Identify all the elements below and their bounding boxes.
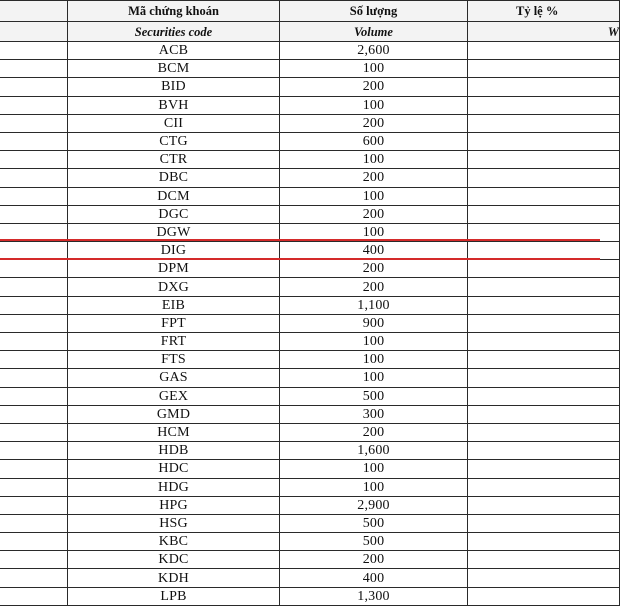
volume-cell: 200: [280, 260, 468, 278]
table-row: [0, 114, 620, 132]
table-row: [0, 533, 620, 551]
securities-code-cell: DGW: [68, 223, 280, 241]
ratio-cell: [468, 223, 620, 241]
table-row: [0, 278, 620, 296]
securities-code-cell: KDC: [68, 551, 280, 569]
volume-cell: 100: [280, 96, 468, 114]
ratio-cell: [468, 369, 620, 387]
securities-code-cell: BID: [68, 78, 280, 96]
row-blank-cell: [0, 460, 68, 478]
securities-code-cell: FRT: [68, 333, 280, 351]
ratio-cell: [468, 169, 620, 187]
table-header: [0, 1, 620, 42]
volume-cell: 400: [280, 569, 468, 587]
row-blank-cell: [0, 369, 68, 387]
securities-code-cell: DGC: [68, 205, 280, 223]
row-blank-cell: [0, 60, 68, 78]
volume-cell: 100: [280, 460, 468, 478]
header-blank-cell: [0, 1, 68, 22]
row-blank-cell: [0, 333, 68, 351]
securities-code-cell: KDH: [68, 569, 280, 587]
volume-cell: 200: [280, 551, 468, 569]
volume-cell: 1,300: [280, 587, 468, 605]
table-row: [0, 187, 620, 205]
securities-code-cell: HPG: [68, 496, 280, 514]
table-row: [0, 314, 620, 332]
ratio-cell: [468, 96, 620, 114]
ratio-cell: [468, 587, 620, 605]
header-blank-cell: [0, 22, 68, 42]
table-row: [0, 351, 620, 369]
table-row: [0, 96, 620, 114]
ratio-cell: [468, 351, 620, 369]
ratio-cell: [468, 387, 620, 405]
ratio-cell: [468, 496, 620, 514]
table-body: [0, 42, 620, 606]
row-blank-cell: [0, 551, 68, 569]
row-blank-cell: [0, 478, 68, 496]
ratio-cell: [468, 132, 620, 150]
table-row: [0, 223, 620, 241]
row-blank-cell: [0, 278, 68, 296]
volume-cell: 100: [280, 333, 468, 351]
securities-code-cell: EIB: [68, 296, 280, 314]
securities-code-cell: HSG: [68, 514, 280, 532]
securities-code-cell: DBC: [68, 169, 280, 187]
volume-cell: 900: [280, 314, 468, 332]
ratio-cell: [468, 187, 620, 205]
row-blank-cell: [0, 205, 68, 223]
row-blank-cell: [0, 223, 68, 241]
securities-code-cell: GAS: [68, 369, 280, 387]
securities-code-cell: HCM: [68, 423, 280, 441]
row-blank-cell: [0, 169, 68, 187]
table-row: [0, 132, 620, 150]
securities-code-cell: GEX: [68, 387, 280, 405]
header-row-vietnamese: [0, 1, 620, 22]
securities-code-cell: DCM: [68, 187, 280, 205]
row-blank-cell: [0, 496, 68, 514]
securities-code-cell: BCM: [68, 60, 280, 78]
volume-cell: 100: [280, 60, 468, 78]
row-blank-cell: [0, 296, 68, 314]
ratio-cell: [468, 442, 620, 460]
header-volume-en: Volume: [280, 22, 468, 42]
header-securities-code-en: Securities code: [68, 22, 280, 42]
volume-cell: 100: [280, 478, 468, 496]
volume-cell: 200: [280, 205, 468, 223]
volume-cell: 500: [280, 533, 468, 551]
volume-cell: 100: [280, 223, 468, 241]
table-row: [0, 478, 620, 496]
volume-cell: 100: [280, 151, 468, 169]
ratio-cell: [468, 533, 620, 551]
row-blank-cell: [0, 587, 68, 605]
ratio-cell: [468, 242, 620, 260]
ratio-cell: [468, 423, 620, 441]
row-blank-cell: [0, 151, 68, 169]
table-row: [0, 169, 620, 187]
ratio-cell: [468, 205, 620, 223]
row-blank-cell: [0, 78, 68, 96]
table-row: [0, 423, 620, 441]
volume-cell: 1,600: [280, 442, 468, 460]
ratio-cell: [468, 460, 620, 478]
table-row: [0, 42, 620, 60]
row-blank-cell: [0, 405, 68, 423]
row-blank-cell: [0, 114, 68, 132]
ratio-cell: [468, 78, 620, 96]
securities-code-cell: ACB: [68, 42, 280, 60]
row-blank-cell: [0, 187, 68, 205]
volume-cell: 500: [280, 514, 468, 532]
securities-code-cell: HDC: [68, 460, 280, 478]
ratio-cell: [468, 478, 620, 496]
ratio-cell: [468, 60, 620, 78]
table-row: [0, 333, 620, 351]
securities-code-cell: DIG: [68, 242, 280, 260]
securities-code-cell: KBC: [68, 533, 280, 551]
ratio-cell: [468, 514, 620, 532]
table-row: [0, 60, 620, 78]
volume-cell: 200: [280, 423, 468, 441]
table-row: [0, 460, 620, 478]
ratio-cell: [468, 333, 620, 351]
row-blank-cell: [0, 569, 68, 587]
row-blank-cell: [0, 423, 68, 441]
table-row: [0, 442, 620, 460]
volume-cell: 200: [280, 114, 468, 132]
table-row: [0, 78, 620, 96]
row-blank-cell: [0, 387, 68, 405]
table-row: [0, 205, 620, 223]
volume-cell: 600: [280, 132, 468, 150]
row-blank-cell: [0, 242, 68, 260]
row-blank-cell: [0, 132, 68, 150]
volume-cell: 100: [280, 351, 468, 369]
table-row: [0, 496, 620, 514]
table-row: [0, 387, 620, 405]
securities-code-cell: FPT: [68, 314, 280, 332]
ratio-cell: [468, 278, 620, 296]
row-blank-cell: [0, 533, 68, 551]
securities-code-cell: GMD: [68, 405, 280, 423]
ratio-cell: [468, 314, 620, 332]
volume-cell: 100: [280, 369, 468, 387]
ratio-cell: [468, 569, 620, 587]
table-row: [0, 551, 620, 569]
volume-cell: 200: [280, 169, 468, 187]
volume-cell: 300: [280, 405, 468, 423]
row-blank-cell: [0, 351, 68, 369]
securities-code-cell: DXG: [68, 278, 280, 296]
volume-cell: 200: [280, 78, 468, 96]
header-ratio-en: W: [468, 22, 620, 42]
row-blank-cell: [0, 314, 68, 332]
table-row: [0, 569, 620, 587]
securities-code-cell: CII: [68, 114, 280, 132]
table-row: [0, 514, 620, 532]
table-row: [0, 242, 620, 260]
securities-code-cell: DPM: [68, 260, 280, 278]
ratio-cell: [468, 42, 620, 60]
header-ratio-vi: Tỷ lệ %: [468, 1, 620, 22]
securities-code-cell: BVH: [68, 96, 280, 114]
volume-cell: 500: [280, 387, 468, 405]
volume-cell: 2,900: [280, 496, 468, 514]
volume-cell: 400: [280, 242, 468, 260]
securities-code-cell: HDB: [68, 442, 280, 460]
row-blank-cell: [0, 96, 68, 114]
volume-cell: 1,100: [280, 296, 468, 314]
ratio-cell: [468, 551, 620, 569]
securities-code-cell: LPB: [68, 587, 280, 605]
header-volume-vi: Số lượng: [280, 1, 468, 22]
securities-code-cell: CTG: [68, 132, 280, 150]
row-blank-cell: [0, 42, 68, 60]
table-row: [0, 260, 620, 278]
ratio-cell: [468, 260, 620, 278]
securities-code-cell: FTS: [68, 351, 280, 369]
header-securities-code-vi: Mã chứng khoán: [68, 1, 280, 22]
table-row: [0, 151, 620, 169]
ratio-cell: [468, 151, 620, 169]
ratio-cell: [468, 405, 620, 423]
volume-cell: 100: [280, 187, 468, 205]
table-row: [0, 405, 620, 423]
securities-code-cell: HDG: [68, 478, 280, 496]
table-row: [0, 296, 620, 314]
securities-code-cell: CTR: [68, 151, 280, 169]
row-blank-cell: [0, 442, 68, 460]
row-blank-cell: [0, 514, 68, 532]
ratio-cell: [468, 296, 620, 314]
table-row: [0, 369, 620, 387]
row-blank-cell: [0, 260, 68, 278]
volume-cell: 200: [280, 278, 468, 296]
volume-cell: 2,600: [280, 42, 468, 60]
ratio-cell: [468, 114, 620, 132]
table-row: [0, 587, 620, 605]
header-row-english: [0, 22, 620, 42]
